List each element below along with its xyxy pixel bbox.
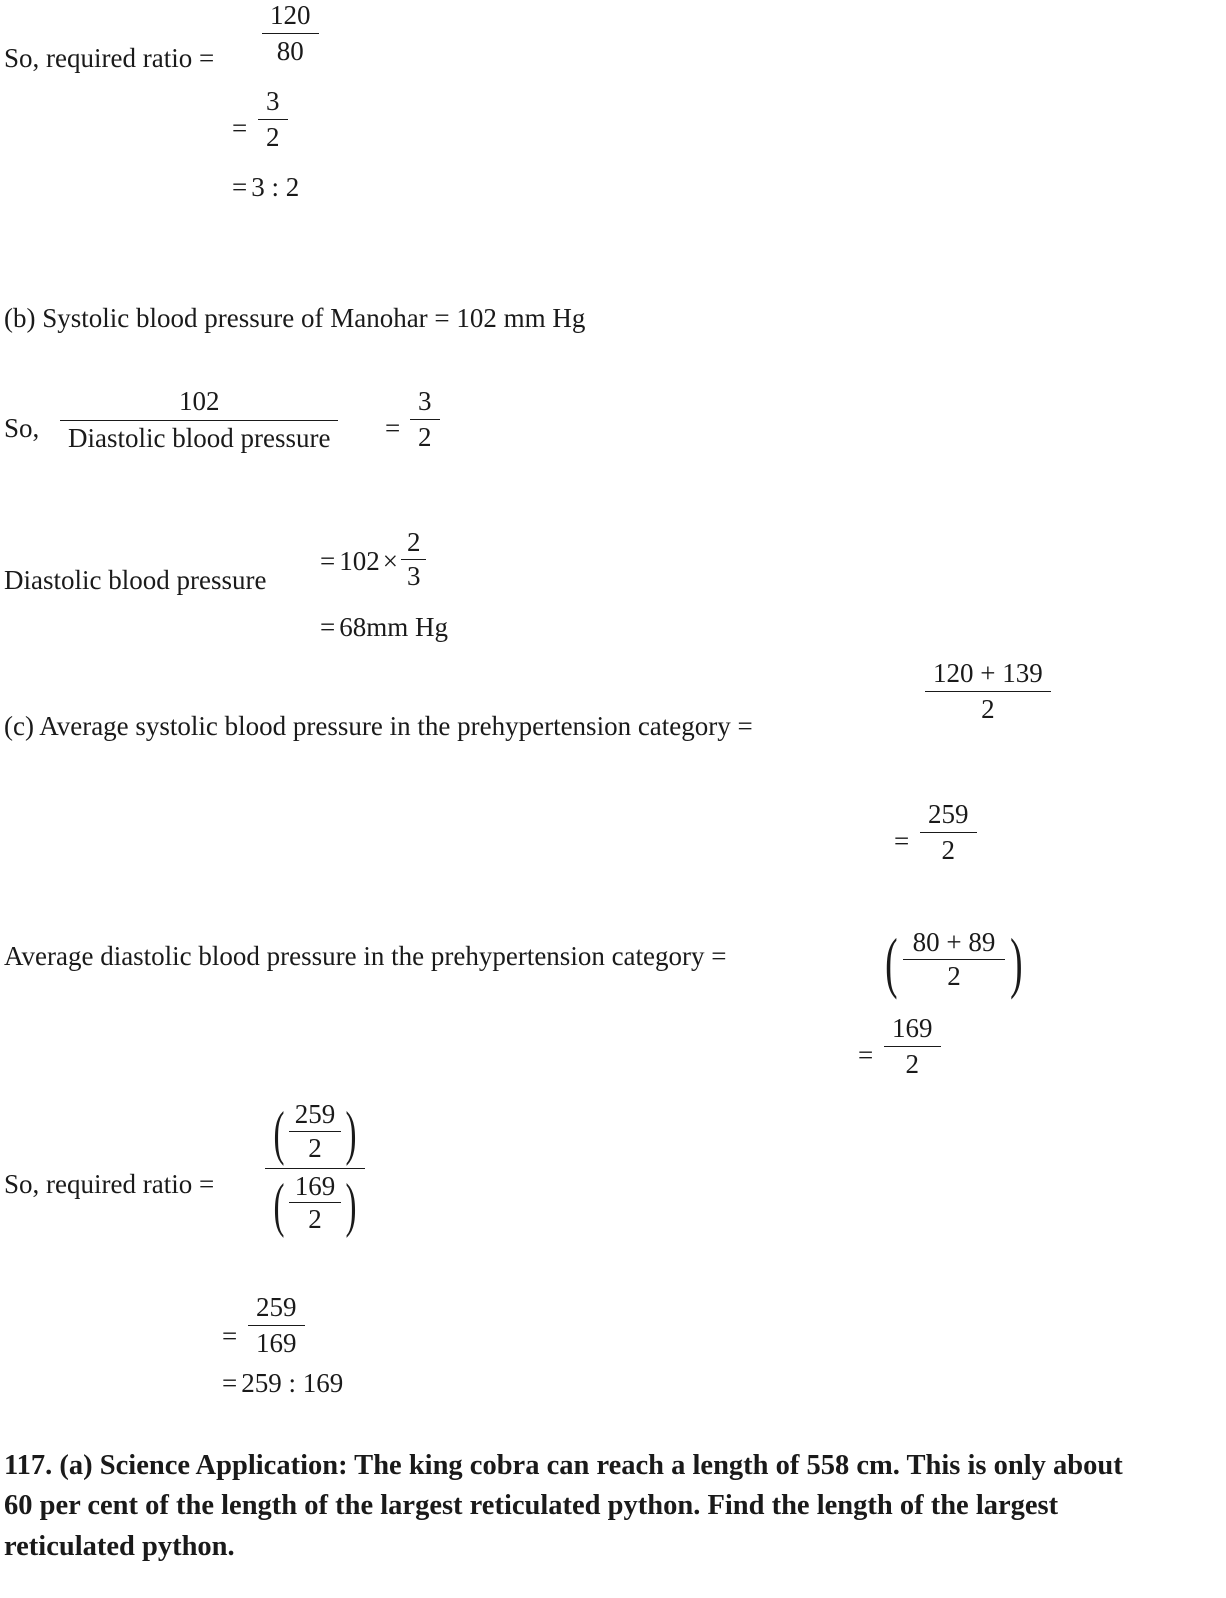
diastolic-result: 68mm Hg (339, 612, 448, 642)
equals-sign-b: = (385, 413, 401, 443)
avg-diastolic-result-denominator: 2 (905, 1049, 919, 1079)
diastolic-ratio-numerator: 102 (60, 386, 338, 421)
ratio-denominator: 80 (276, 36, 304, 66)
equals-sign-c-sys: = (894, 826, 910, 856)
ratio-simplified-numerator: 3 (258, 86, 288, 120)
final-ratio-row (222, 1368, 343, 1399)
avg-systolic-numerator: 120 + 139 (925, 658, 1051, 692)
right-paren-num: ) (345, 1100, 357, 1167)
avg-systolic-result (920, 799, 977, 866)
required-ratio-label: So, required ratio = (4, 43, 215, 73)
avg-systolic-fraction (925, 658, 1051, 725)
ratio-simplified-3-2 (258, 86, 288, 153)
avg-diastolic-numerator: 80 + 89 (903, 927, 1006, 959)
left-paren-num: ( (273, 1100, 285, 1167)
diastolic-result-row (320, 612, 448, 643)
required-ratio-label-c: So, required ratio = (4, 1169, 215, 1199)
ratio-simplified-denominator: 2 (266, 122, 280, 152)
b-right-denominator: 2 (418, 422, 432, 452)
b-right-numerator: 3 (410, 386, 440, 420)
numerator-paren-row (269, 1099, 361, 1167)
num-fraction-259-2 (289, 1099, 342, 1162)
avg-systolic-denominator: 2 (981, 694, 995, 724)
avg-diastolic-result (884, 1013, 941, 1080)
avg-diastolic-result-numerator: 169 (884, 1013, 941, 1047)
equals-sign-c-ratio: = (222, 1321, 238, 1351)
two-thirds-fraction (401, 527, 427, 590)
ratio-259-169 (248, 1292, 305, 1359)
den-2: 2 (308, 1204, 322, 1235)
avg-systolic-result-denominator: 2 (941, 835, 955, 865)
den-fraction-169-2 (289, 1171, 342, 1234)
multiplication-sign: × (382, 546, 398, 577)
equals-sign-final: = (222, 1368, 238, 1398)
num-259: 259 (289, 1099, 342, 1131)
equals-sign-c-dia: = (858, 1040, 874, 1070)
avg-diastolic-label: Average diastolic blood pressure in the prehypertension category = (4, 941, 727, 971)
part-b-statement: (b) Systolic blood pressure of Manohar = 102 mm Hg (4, 303, 586, 333)
ratio-fraction-120-80 (262, 0, 319, 67)
left-paren-diastolic: ( (885, 923, 898, 1000)
avg-systolic-result-numerator: 259 (920, 799, 977, 833)
avg-diastolic-fraction (903, 927, 1006, 990)
equals-sign-2: = (232, 172, 248, 202)
ratio-169: 169 (256, 1328, 297, 1358)
complex-ratio-denominator-group (265, 1169, 365, 1236)
two-thirds-numerator: 2 (401, 527, 427, 559)
diastolic-ratio-fraction (60, 386, 338, 454)
den-169: 169 (289, 1171, 342, 1203)
ratio-numerator: 120 (262, 0, 319, 34)
two-thirds-denominator: 3 (406, 560, 421, 591)
equals-sign-diastolic: = (320, 546, 336, 577)
denominator-paren-row (269, 1170, 361, 1238)
diastolic-systolic-value: 102 (339, 546, 380, 577)
three-over-two-b (410, 386, 440, 453)
num-2: 2 (308, 1132, 322, 1163)
final-ratio-result: 259 : 169 (241, 1368, 344, 1398)
part-c-statement: (c) Average systolic blood pressure in the prehypertension category = (4, 711, 753, 741)
ratio-259: 259 (248, 1292, 305, 1326)
complex-ratio-fraction (265, 1099, 365, 1238)
diastolic-bp-label: Diastolic blood pressure (4, 565, 267, 595)
complex-ratio-numerator-group (265, 1099, 365, 1169)
right-paren-den: ) (345, 1171, 357, 1238)
diastolic-ratio-denominator: Diastolic blood pressure (68, 423, 331, 453)
avg-diastolic-paren-group (880, 923, 1028, 1000)
so-label-b: So, (4, 413, 40, 443)
equals-sign-1: = (232, 113, 248, 143)
question-117: 117. (a) Science Application: The king cobra can reach a length of 558 cm. This is only about 60 per cent of the length of the largest reticulated python. Find the length of the largest reticulated python. (4, 1450, 1123, 1562)
ratio-result-row (232, 172, 299, 203)
avg-diastolic-denominator: 2 (947, 960, 961, 991)
right-paren-diastolic: ) (1010, 923, 1023, 1000)
ratio-result: 3 : 2 (251, 172, 300, 202)
diastolic-calc-row (320, 527, 426, 593)
equals-sign-diastolic-2: = (320, 612, 336, 642)
left-paren-den: ( (273, 1171, 285, 1238)
